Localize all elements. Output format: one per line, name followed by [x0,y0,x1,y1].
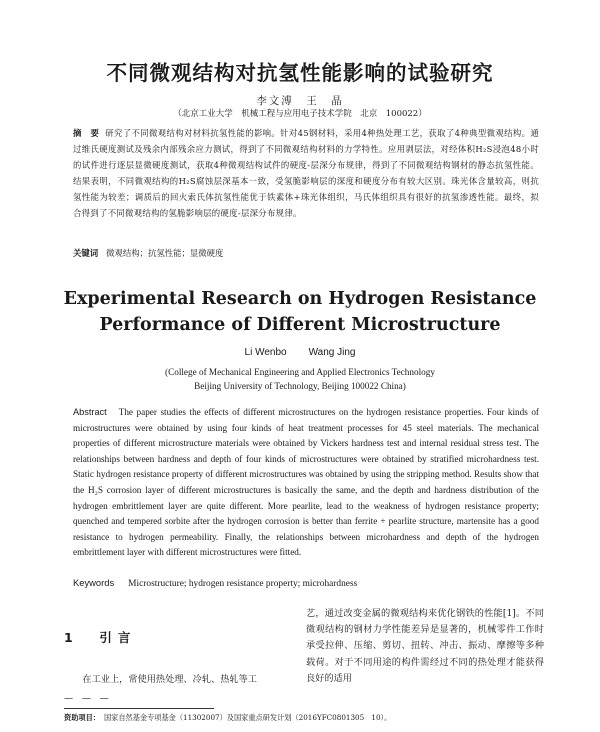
footnote-label: 资助项目： [64,713,100,722]
english-authors [0,347,600,358]
footnote-rule [64,708,214,709]
english-keywords-text: Microstructure; hydrogen resistance property; microhardness [128,579,358,589]
english-affiliation-line-1: (College of Mechanical Engineering and Applied Electronics Technology [165,367,435,377]
english-title-line-1: Experimental Research on Hydrogen Resistance [63,289,537,309]
chinese-abstract-text: 研究了不同微观结构对材料抗氢性能的影响。针对45钢材料，采用4种热处理工艺，获取了4种典型微观结构。通过维氏硬度测试及残余内部残余应力测试，得到了不同微观结构材料的力学特性。应用剥层法，对经体积H₂S浸泡48小时的试件进行逐层显微硬度测试，获取4种微观结构试件的硬度-层深分布规律，得到了不同微观结构钢材的静态抗氢性能。结果表明，不同微观结构的H₂S腐蚀层深基本一致，受氢脆影响层的深度和硬度分布有较大区别。珠光体含量较高，则抗氢性能为较差；调质后的回火索氏体抗氢性能优于铁素体+珠光体组织，马氏体组织具有很好的抗氢渗透性能。最终，拟合得到了不同微观结构的氢脆影响层的硬度-层深分布规律。 [73,128,539,218]
section-heading [64,628,136,646]
english-abstract-text: The paper studies the effects of different microstructures on the hydrogen resistance properties. Four kinds of microstructures were obtained by using four kinds of heat treatment processes for 45 steel materials. The mechanical properties of different microstructure materials were obtained by Vickers hardness test and internal residual stress test. The relationships between hardness and depth of four kinds of microstructures were obtained by stratified microhardness test. Static hydrogen resistance property of different microstructures was obtained by using the stripping method. Results show that the H₂S corrosion layer of different microstructures is basically the same, and the depth and hardness distribution of the hydrogen embrittlement layer are quite different. More pearlite, lead to the weakness of hydrogen resistance property; quenched and tempered sorbite after the hydrogen corrosion is better than ferrite + pearlite structure, martensite has a good resistance to hydrogen permeability. Finally, the relationships between microhardness and depth of the hydrogen embrittlement layer with different microstructures were fitted. [73,407,539,558]
chinese-abstract-label: 摘 要 [73,128,100,138]
footnote-text: 国家自然基金专项基金（11302007）及国家重点研发计划（2016YFC0801305 10）。 [103,713,392,722]
english-affiliation [0,365,600,393]
chinese-abstract [73,126,539,221]
english-keywords [73,577,357,589]
english-abstract-label: Abstract [73,407,107,417]
chinese-title: 不同微观结构对抗氢性能影响的试验研究 [106,61,494,85]
english-author-2: Wang Jing [308,347,356,358]
chinese-keywords-text: 微观结构；抗氢性能；显微硬度 [106,248,224,258]
english-affiliation-line-2: Beijing University of Technology, Beijing 100022 China) [194,381,406,391]
right-column-paragraph: 艺，通过改变金属的微观结构来优化钢铁的性能[1]。不同微观结构的钢材力学性能差异是显著的，机械零件工作时承受拉伸、压缩、剪切、扭转、冲击、振动、摩擦等多种载荷。对于不同用途的构件需经过不同的热处理才能获得良好的适用 [306,608,544,684]
english-abstract [73,405,539,561]
left-column-paragraph: 在工业上，常使用热处理、冷轧、热轧等工 [82,674,257,685]
footnote [64,713,391,723]
section-number: 1 [64,630,79,645]
chinese-keywords [73,247,223,259]
section-title: 引言 [99,630,137,645]
left-column-cutoff-line: — — — [64,694,112,704]
chinese-authors: 李文溥 王 晶 [256,95,344,107]
english-title-line-2: Performance of Different Microstructure [99,315,501,335]
english-author-1: Li Wenbo [244,347,287,358]
english-keywords-label: Keywords [73,577,115,588]
chinese-affiliation: （北京工业大学 机械工程与应用电子技术学院 北京 100022） [173,109,427,119]
chinese-keywords-label: 关键词 [73,248,99,258]
english-title [0,286,600,338]
